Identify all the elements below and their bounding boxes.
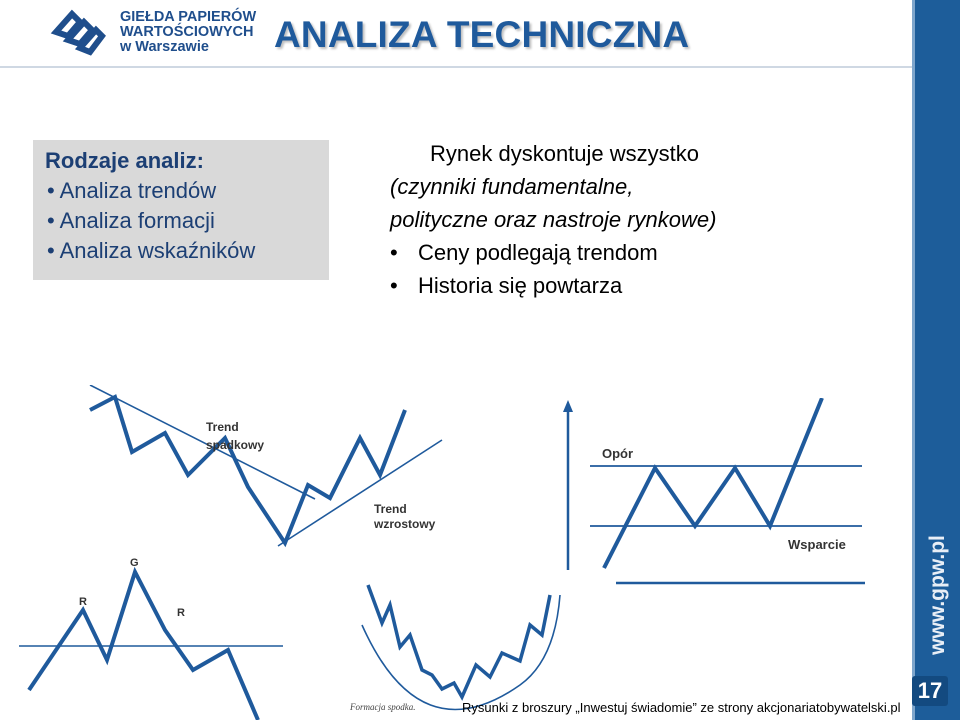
logo-text xyxy=(120,10,256,55)
head-label: G xyxy=(130,557,139,569)
logo-line-2: WARTOŚCIOWYCH xyxy=(120,23,254,40)
figures-source-caption: Rysunki z broszury „Inwestuj świadomie” ze strony akcjonariatobywatelski.pl xyxy=(462,700,901,715)
analysis-types-list xyxy=(45,176,317,266)
principle-bullet-1-text: Ceny podlegają trendom xyxy=(418,240,658,265)
gpw-logo xyxy=(46,6,266,58)
left-shoulder-label: R xyxy=(79,596,87,608)
site-url-text: www.gpw.pl xyxy=(926,535,949,655)
saucer-figure xyxy=(350,565,600,720)
header-divider xyxy=(0,66,915,68)
head-shoulders-figure xyxy=(15,550,290,720)
principle-line-3: polityczne oraz nastroje rynkowe) xyxy=(390,207,717,232)
support-resistance-figure xyxy=(560,398,900,598)
principle-bullet-1 xyxy=(390,236,840,269)
principles-text xyxy=(390,137,840,302)
axis-arrow-icon xyxy=(563,400,573,412)
analysis-types-title: Rodzaje analiz: xyxy=(45,148,204,173)
list-item: • Analiza trendów xyxy=(45,176,317,206)
list-item: • Analiza formacji xyxy=(45,206,317,236)
support-label: Wsparcie xyxy=(788,537,846,552)
gpw-logo-icon xyxy=(46,6,110,58)
right-shoulder-label: R xyxy=(177,607,185,619)
principle-bullet-2 xyxy=(390,269,840,302)
site-url xyxy=(918,535,958,655)
logo-line-3: w Warszawie xyxy=(120,38,209,55)
resistance-label: Opór xyxy=(602,446,634,461)
principle-line-1: Rynek dyskontuje wszystko xyxy=(430,141,699,166)
trend-figure xyxy=(80,385,450,555)
logo-line-1: GIEŁDA PAPIERÓW xyxy=(120,8,257,25)
price-line-trend xyxy=(90,397,405,543)
uptrend-label-2: wzrostowy xyxy=(374,517,436,531)
downtrend-line xyxy=(90,385,315,499)
slide-title: ANALIZA TECHNICZNA xyxy=(274,14,690,55)
list-item: • Analiza wskaźników xyxy=(45,236,317,266)
principle-line-2: (czynniki fundamentalne, xyxy=(390,174,634,199)
downtrend-label-1: Trend xyxy=(206,420,239,434)
page-number: 17 xyxy=(912,676,948,706)
uptrend-label-1: Trend xyxy=(374,502,407,516)
principle-bullet-2-text: Historia się powtarza xyxy=(418,273,623,298)
downtrend-label-2: spadkowy xyxy=(206,438,265,452)
analysis-types-box xyxy=(33,140,329,280)
formation-caption: Formacja spodka. xyxy=(350,702,416,712)
